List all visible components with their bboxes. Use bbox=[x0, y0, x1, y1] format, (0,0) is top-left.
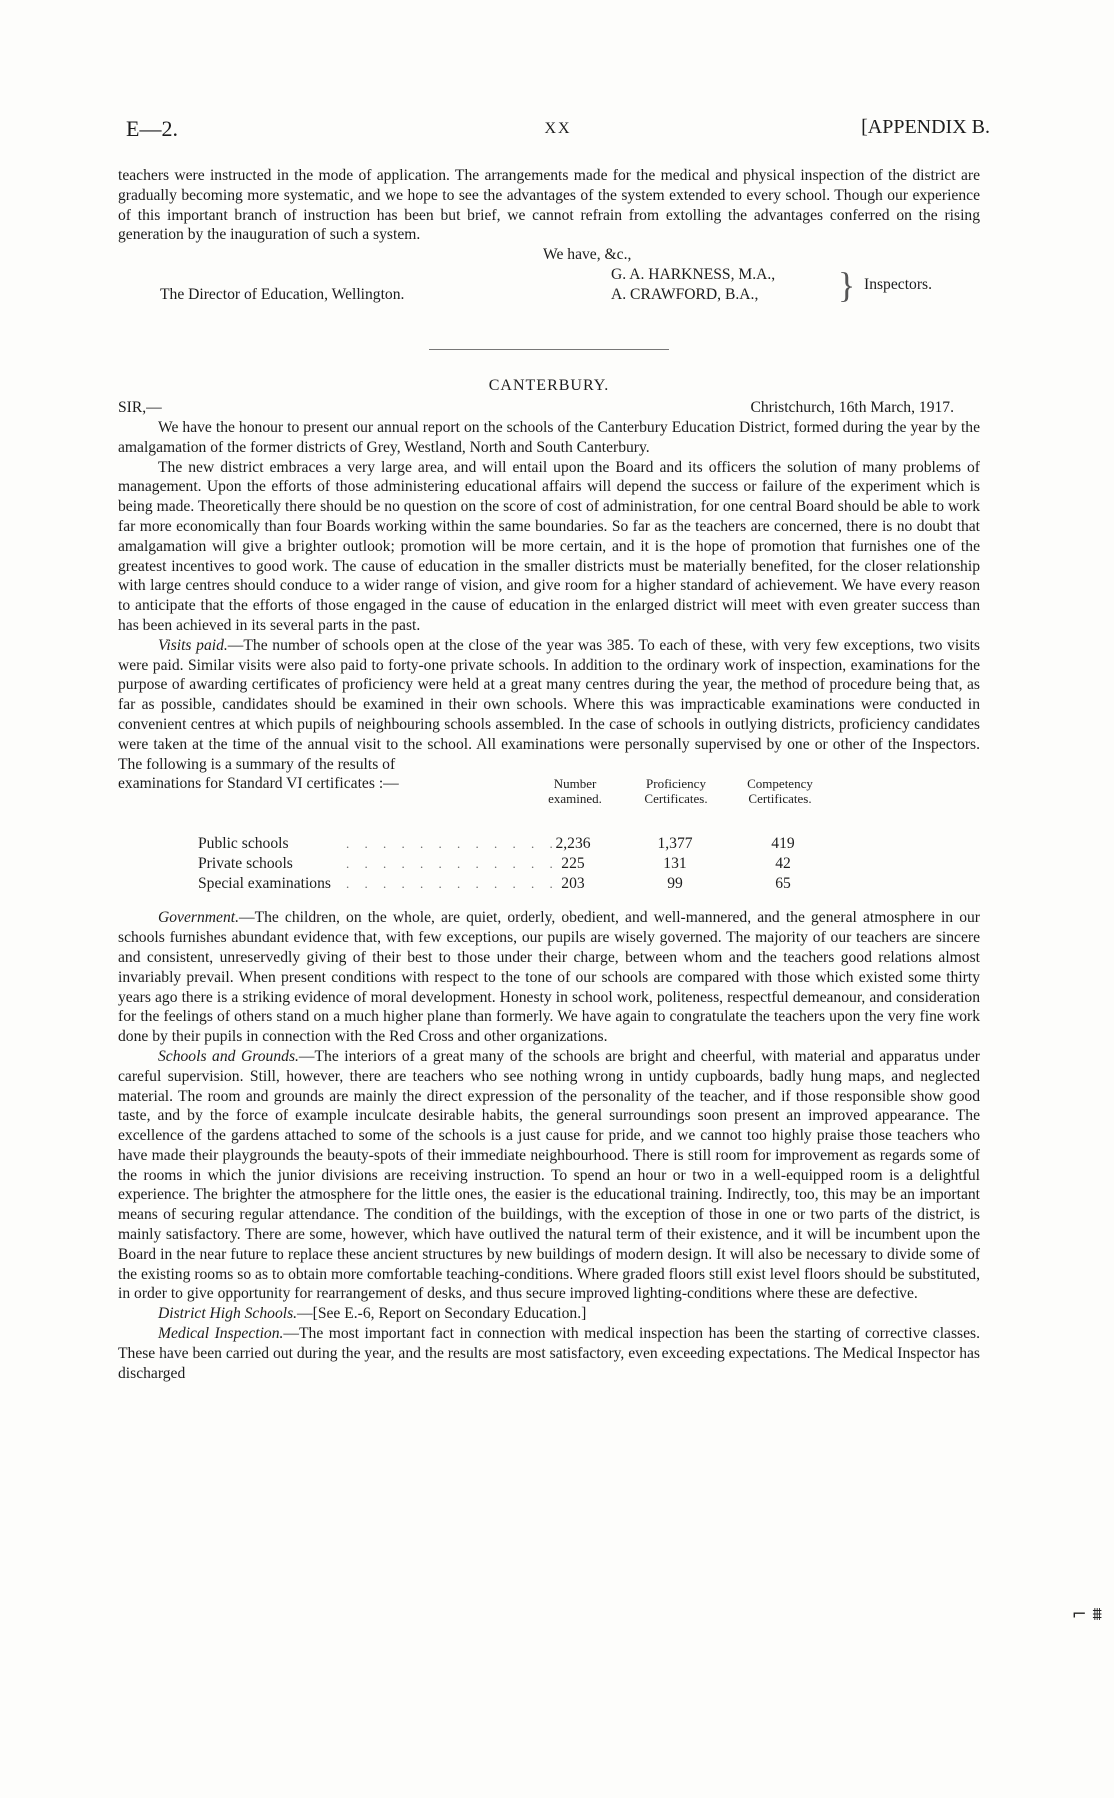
paragraph-district-high-schools bbox=[118, 1304, 980, 1324]
paragraph-heading: Visits paid. bbox=[158, 636, 228, 654]
header-appendix: [APPENDIX B. bbox=[861, 116, 990, 138]
cell-number: 2,236 bbox=[555, 835, 591, 853]
paragraph-schools-grounds bbox=[118, 1047, 980, 1304]
signature-addressee: The Director of Education, Wellington. bbox=[160, 286, 405, 304]
paragraph-heading: District High Schools. bbox=[158, 1305, 298, 1323]
paragraph-heading: Medical Inspection. bbox=[158, 1325, 284, 1343]
header-page-number: XX bbox=[544, 120, 572, 137]
signature-block bbox=[118, 245, 980, 315]
cell-competency: 419 bbox=[771, 835, 795, 853]
results-table bbox=[118, 774, 980, 896]
table-intro: examinations for Standard VI certificates :— bbox=[118, 775, 399, 793]
cell-proficiency: 99 bbox=[667, 875, 683, 893]
paragraph-visits bbox=[118, 636, 980, 775]
header-document-code: E—2. bbox=[126, 116, 178, 141]
signature-role: Inspectors. bbox=[864, 276, 932, 294]
row-label: Public schools bbox=[198, 835, 289, 853]
cell-proficiency: 131 bbox=[663, 855, 687, 873]
table-row bbox=[198, 854, 838, 874]
leader-dots: . . . . . . . . . . . . bbox=[346, 876, 559, 892]
paragraph-text: —The most important fact in connection with medical inspection has been the starting of corrective classes. These have been carried out during the year, and the results are most satisfactory, even exceeding expectations. The Medical Inspector has discharged bbox=[118, 1325, 980, 1382]
section-divider bbox=[429, 349, 669, 350]
table-row bbox=[198, 874, 838, 894]
paragraph-text: —[See E.-6, Report on Secondary Education.] bbox=[297, 1305, 587, 1323]
dateline: Christchurch, 16th March, 1917. bbox=[750, 398, 954, 416]
cell-proficiency: 1,377 bbox=[657, 835, 693, 853]
paragraph-heading: Schools and Grounds. bbox=[158, 1047, 299, 1065]
paragraph-district: The new district embraces a very large area, and will entail upon the Board and its officers the solution of many problems of management. Upon the efforts of those administering educational affairs will depend the success or failure of the experiment which is being made. Theoretically there should be no question on the score of cost of administration, for one central Board should be able to work far more economically than four Boards working within the same boundaries. So far as the teachers are concerned, there is no doubt that amalgamation will give a brighter outlook; promotion will be more certain, and it is the hope of promotion that furnishes one of the greatest incentives to good work. The cause of education in the smaller districts must be materially benefited, for the closer relationship with large centres should conduce to a wider range of vision, and give room for a higher standard of achievement. We have every reason to anticipate that the efforts of those engaged in the cause of education in the enlarged district will meet with even greater success than has been achieved in its several parts in the past. bbox=[118, 458, 980, 634]
leader-dots: . . . . . . . . . . . . bbox=[346, 836, 559, 852]
cell-number: 203 bbox=[561, 875, 585, 893]
row-label: Special examinations bbox=[198, 875, 331, 893]
brace-icon: } bbox=[838, 265, 856, 306]
table-row bbox=[198, 834, 838, 854]
paragraph-text: —The number of schools open at the close of the year was 385. To each of these, with very few exceptions, two visits were paid. Similar visits were also paid to forty-one private schools. In addition to the ordinary work of inspection, examinations for the purpose of awarding certificates of proficiency were held at a great many centres during the year, the method of procedure being that, as far as possible, candidates should be examined in their own schools. Where this was impracticable examinations were conducted in convenient centres at which pupils of neighbouring schools assembled. In the case of schools in outlying districts, proficiency candidates were taken at the time of the annual visit to the school. All examinations were personally supervised by one or other of the Inspectors. The following is a summary of the results of bbox=[118, 636, 980, 773]
column-header-number: Number examined. bbox=[548, 776, 602, 807]
leader-dots: . . . . . . . . . . . . bbox=[346, 856, 559, 872]
signature-name-2: A. CRAWFORD, B.A., bbox=[611, 286, 759, 304]
cell-number: 225 bbox=[561, 855, 585, 873]
paragraph-heading: Government. bbox=[158, 909, 239, 927]
paragraph-text: —The interiors of a great many of the schools are bright and cheerful, with material and apparatus under careful supervision. Still, however, there are teachers who see nothing wrong in untidy cupboards, badly hung maps, and neglected material. The room and grounds are mainly the direct expression of the personality of the teacher, and if those responsible show good taste, and by the force of example inculcate desirable habits, the general surroundings soon present an improved appearance. The excellence of the gardens attached to some of the schools is a just cause for pride, and we cannot too highly praise those teachers who have made their playgrounds the beauty-spots of their immediate neighbourhood. There is still room for improvement as regards some of the rooms in which the junior divisions are receiving instruction. To spend an hour or two in a well-equipped room is a delightful experience. The brighter the atmosphere for the little ones, the easier is the educational training. Indirectly, too, this may be an important means of securing regular attendance. The condition of the buildings, with the exception of those in one or two parts of the district, is mainly satisfactory. There are some, however, which have outlived the natural term of their existence, and it will be incumbent upon the Board in the near future to replace these ancient structures by new buildings of modern design. It will also be necessary to divide some of the existing rooms so as to obtain more comfortable teaching-conditions. Where graded floors still exist level floors should be substituted, in order to give opportunity for rearrangement of desks, and thus secure improved lighting-conditions where these are defective. bbox=[118, 1047, 981, 1303]
signature-name-1: G. A. HARKNESS, M.A., bbox=[611, 266, 776, 284]
paragraph-text: —The children, on the whole, are quiet, orderly, obedient, and well-mannered, and the general atmosphere in our schools furnishes abundant evidence that, with few exceptions, our pupils are wisely governed. The majority of our teachers are sincere and consistent, unreservedly giving of their best to those under their charge, between whom and the teachers good relations almost invariably prevail. When present conditions with respect to the tone of our schools are compared with those which existed some thirty years ago there is a striking evidence of moral development. Honesty in school work, politeness, respectful demeanour, and consideration for the feelings of others stand on a much higher plane than formerly. We have again to congratulate the teachers upon the very fine work done by their pupils in connection with the Red Cross and other organizations. bbox=[118, 909, 980, 1046]
cell-competency: 42 bbox=[775, 855, 791, 873]
salutation-line bbox=[118, 398, 980, 418]
document-body bbox=[118, 166, 980, 1383]
intro-paragraph: teachers were instructed in the mode of application. The arrangements made for the medical and physical inspection of the district are gradually becoming more systematic, and we hope to see the advantages of the system extended to every school. Though our experience of this important branch of instruction has been but brief, we cannot refrain from extolling the advantages conferred on the rising generation by the inauguration of such a system. bbox=[118, 167, 980, 244]
section-title: CANTERBURY. bbox=[488, 377, 610, 395]
cell-competency: 65 bbox=[775, 875, 791, 893]
row-label: Private schools bbox=[198, 855, 293, 873]
column-header-proficiency: Proficiency Certificates. bbox=[644, 776, 708, 807]
margin-mark: ⌐ ⩩ bbox=[1071, 1604, 1102, 1625]
page-header bbox=[126, 116, 990, 146]
signature-closing: We have, &c., bbox=[543, 246, 632, 264]
column-header-competency: Competency Certificates. bbox=[747, 776, 813, 807]
paragraph-government bbox=[118, 908, 980, 1047]
paragraph-medical-inspection bbox=[118, 1324, 980, 1383]
salutation: SIR,— bbox=[118, 398, 162, 416]
paragraph-intro: We have the honour to present our annual report on the schools of the Canterbury Education District, formed during the year by the amalgamation of the former districts of Grey, Westland, North and South Canterbury. bbox=[118, 418, 980, 456]
